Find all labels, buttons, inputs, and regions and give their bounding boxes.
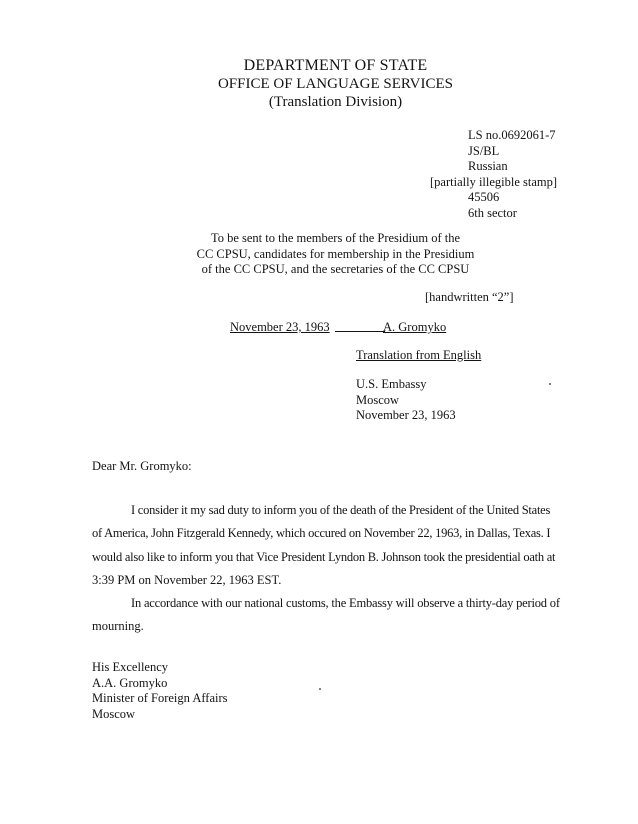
ls-number: LS no.0692061-7 (468, 128, 556, 142)
addressee-line-3: Minister of Foreign Affairs (92, 691, 228, 705)
distribution-note (0, 231, 638, 278)
signature-underline (335, 331, 385, 332)
paragraph-1-line-1: I consider it my sad duty to inform you of the death of the President of the United States (131, 503, 551, 517)
office-title: OFFICE OF LANGUAGE SERVICES (217, 76, 454, 92)
stamp-number: 45506 (468, 190, 500, 204)
reference-block (430, 128, 557, 221)
language: Russian (468, 159, 508, 173)
paragraph-2-line-1: In accordance with our national customs, the Embassy will observe a thirty-day period of (131, 596, 560, 610)
signature-name: A. Gromyko (383, 320, 447, 334)
stamp-note: [partially illegible stamp] (430, 174, 558, 189)
distribution-line-3: of the CC CPSU, and the secretaries of the CC CPSU (201, 262, 470, 276)
handwritten-note: [handwritten “2”] (425, 290, 514, 304)
sender-block (356, 377, 456, 424)
paragraph-1-line-4: 3:39 PM on November 22, 1963 EST. (92, 573, 282, 587)
distribution-line-1: To be sent to the members of the Presidium of the (210, 231, 461, 245)
sender-line-1: U.S. Embassy (356, 377, 427, 391)
sender-line-2: Moscow (356, 392, 400, 407)
paragraph-1-line-3: would also like to inform you that Vice President Lyndon B. Johnson took the presidential oath at (92, 550, 556, 564)
department-title: DEPARTMENT OF STATE (243, 57, 428, 74)
sector: 6th sector (468, 205, 517, 220)
paragraph-2-line-2: mourning. (92, 619, 144, 633)
sender-line-3: November 23, 1963 (356, 408, 456, 422)
addressee-line-4: Moscow (92, 706, 136, 721)
distribution-line-2: CC CPSU, candidates for membership in the Presidium (196, 246, 475, 261)
addressee-block (92, 660, 228, 722)
salutation: Dear Mr. Gromyko: (92, 459, 192, 473)
addressee-line-2: A.A. Gromyko (92, 675, 168, 690)
initials: JS/BL (468, 143, 500, 158)
addressee-line-1: His Excellency (92, 660, 169, 674)
scan-speck (549, 383, 551, 385)
translation-note: Translation from English (356, 348, 482, 362)
paragraph-1-line-2: of America, John Fitzgerald Kennedy, which occured on November 22, 1963, in Dallas, Texas. I (92, 526, 551, 540)
document-date: November 23, 1963 (230, 320, 330, 334)
scan-speck (319, 688, 321, 690)
division-title: (Translation Division) (268, 94, 403, 110)
